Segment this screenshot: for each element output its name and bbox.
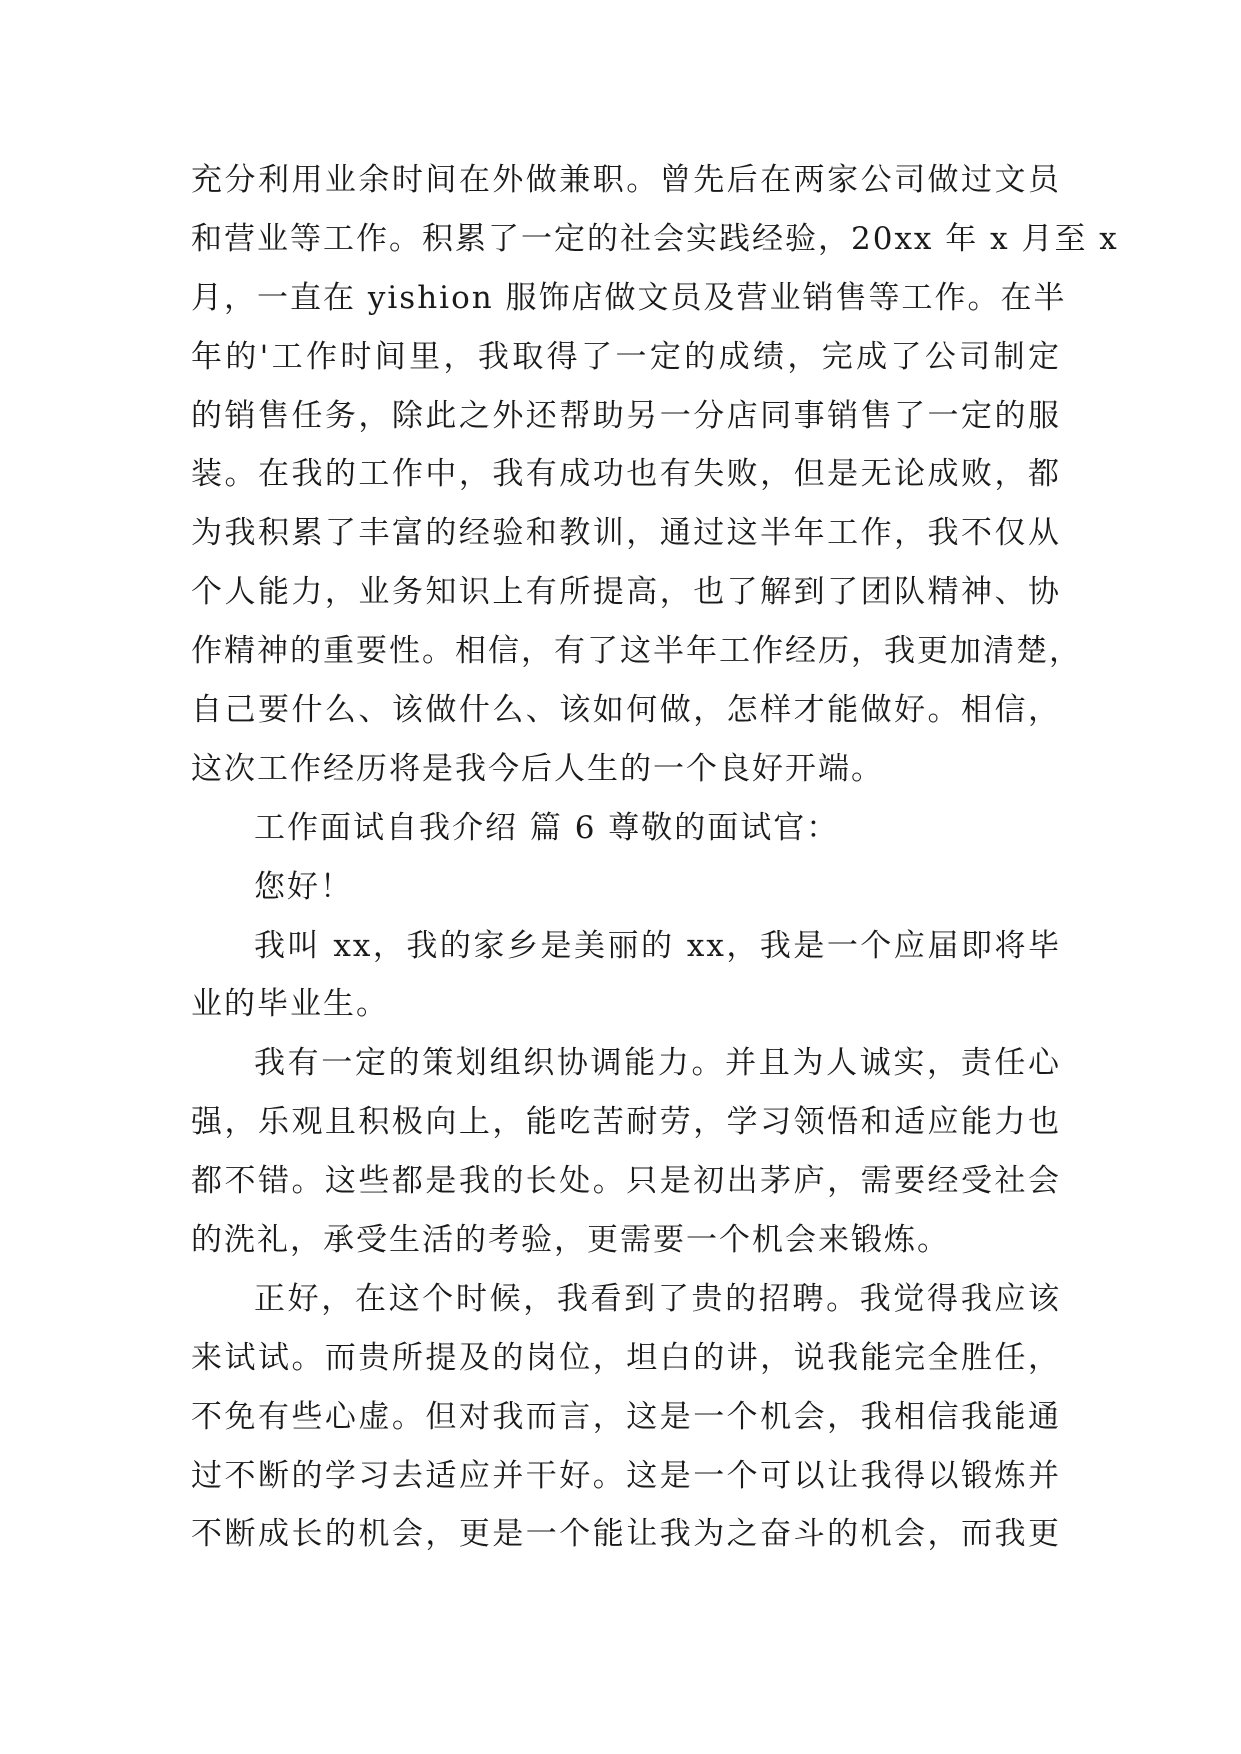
document-body bbox=[191, 151, 1119, 1564]
text-line: 都不错。这些都是我的长处。只是初出茅庐，需要经受社会 bbox=[191, 1163, 1061, 1200]
text-line: 月，一直在 yishion 服饰店做文员及营业销售等工作。在半 bbox=[191, 279, 1067, 316]
text-line: 装。在我的工作中，我有成功也有失败，但是无论成败，都 bbox=[191, 456, 1061, 493]
text-line: 充分利用业余时间在外做兼职。曾先后在两家公司做过文员 bbox=[191, 162, 1061, 198]
text-line: 为我积累了丰富的经验和教训，通过这半年工作，我不仅从 bbox=[191, 515, 1061, 552]
text-line: 业的毕业生。 bbox=[191, 986, 389, 1023]
text-line: 正好，在这个时候，我看到了贵的招聘。我觉得我应该 bbox=[254, 1280, 1061, 1317]
text-line: 过不断的学习去适应并干好。这是一个可以让我得以锻炼并 bbox=[191, 1457, 1061, 1494]
greeting: 您好！ bbox=[254, 868, 353, 905]
text-line: 个人能力，业务知识上有所提高，也了解到了团队精神、协 bbox=[191, 574, 1061, 611]
text-line: 作精神的重要性。相信，有了这半年工作经历，我更加清楚， bbox=[191, 633, 1082, 670]
text-line: 不免有些心虚。但对我而言，这是一个机会，我相信我能通 bbox=[191, 1398, 1061, 1435]
text-line: 的洗礼，承受生活的考验，更需要一个机会来锻炼。 bbox=[191, 1222, 950, 1259]
text-line: 自己要什么、该做什么、该如何做，怎样才能做好。相信， bbox=[191, 692, 1061, 729]
text-line: 我有一定的策划组织协调能力。并且为人诚实，责任心 bbox=[254, 1045, 1061, 1082]
text-line: 我叫 xx，我的家乡是美丽的 xx，我是一个应届即将毕 bbox=[254, 927, 1061, 964]
text-line: 来试试。而贵所提及的岗位，坦白的讲，说我能完全胜任， bbox=[191, 1339, 1061, 1376]
text-line: 的销售任务，除此之外还帮助另一分店同事销售了一定的服 bbox=[191, 397, 1061, 434]
section-heading: 工作面试自我介绍 篇 6 尊敬的面试官： bbox=[254, 809, 840, 846]
text-line: 这次工作经历将是我今后人生的一个良好开端。 bbox=[191, 750, 884, 787]
text-line: 不断成长的机会，更是一个能让我为之奋斗的机会，而我更 bbox=[191, 1516, 1061, 1553]
text-line: 和营业等工作。积累了一定的社会实践经验，20xx 年 x 月至 x bbox=[191, 220, 1119, 257]
text-line: 年的'工作时间里，我取得了一定的成绩，完成了公司制定 bbox=[191, 338, 1061, 375]
text-line: 强，乐观且积极向上，能吃苦耐劳，学习领悟和适应能力也 bbox=[191, 1104, 1061, 1141]
